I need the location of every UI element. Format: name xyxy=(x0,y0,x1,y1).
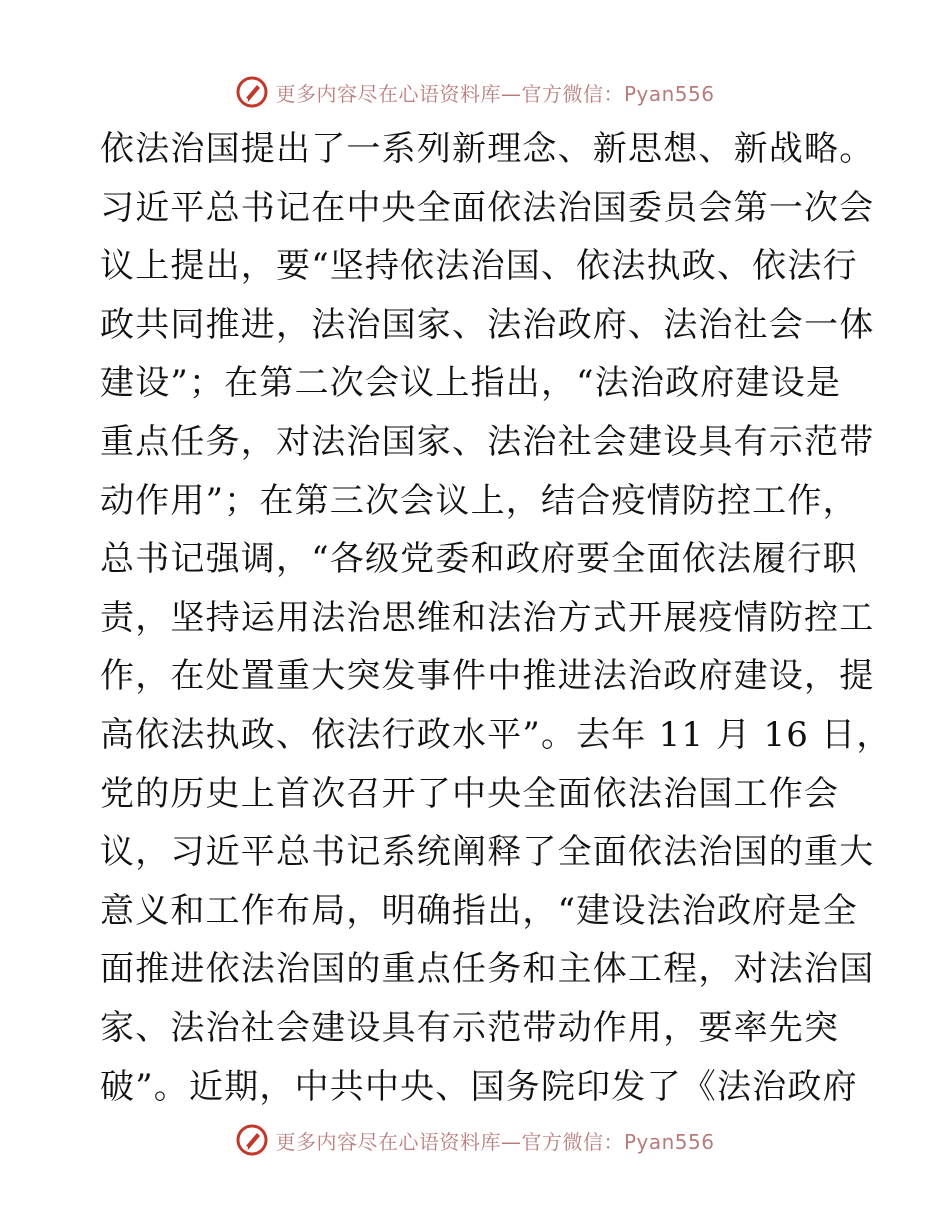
body-line-11: 高依法执政、依法行政水平”。去年 11 月 16 日， xyxy=(100,714,892,755)
body-line-17: 破”。近期，中共中央、国务院印发了《法治政府 xyxy=(100,1066,858,1107)
body-line-6: 重点任务，对法治国家、法治社会建设具有示范带 xyxy=(100,421,875,462)
document-body xyxy=(100,120,892,1116)
body-line-13: 议，习近平总书记系统阐释了全面依法治国的重大 xyxy=(100,832,875,873)
body-line-3: 议上提出，要“坚持依法治国、依法执政、依法行 xyxy=(100,246,858,287)
body-line-5: 建设”；在第二次会议上指出，“法治政府建设是 xyxy=(100,363,842,404)
body-line-2: 习近平总书记在中央全面依法治国委员会第一次会 xyxy=(100,187,875,228)
footer-watermark-banner xyxy=(0,1120,950,1160)
body-line-14: 意义和工作布局，明确指出，“建设法治政府是全 xyxy=(100,890,858,931)
body-line-12: 党的历史上首次召开了中央全面依法治国工作会 xyxy=(100,773,840,814)
footer-banner-text: 更多内容尽在心语资料库—官方微信：Pyan556 xyxy=(275,1129,715,1154)
body-line-8: 总书记强调，“各级党委和政府要全面依法履行职 xyxy=(100,539,858,580)
header-watermark-banner xyxy=(0,72,950,112)
body-line-1: 依法治国提出了一系列新理念、新思想、新战略。 xyxy=(100,129,875,169)
body-line-7: 动作用”；在第三次会议上，结合疫情防控工作， xyxy=(100,480,858,521)
pen-nib-logo-icon xyxy=(235,75,269,109)
pen-nib-logo-icon xyxy=(235,1123,269,1157)
body-line-15: 面推进依法治国的重点任务和主体工程，对法治国 xyxy=(100,949,875,990)
body-line-4: 政共同推进，法治国家、法治政府、法治社会一体 xyxy=(100,304,875,345)
body-line-10: 作，在处置重大突发事件中推进法治政府建设，提 xyxy=(100,656,875,697)
body-line-16: 家、法治社会建设具有示范带动作用，要率先突 xyxy=(100,1007,840,1048)
header-banner-text: 更多内容尽在心语资料库—官方微信：Pyan556 xyxy=(275,81,715,106)
body-line-9: 责，坚持运用法治思维和法治方式开展疫情防控工 xyxy=(100,597,875,638)
